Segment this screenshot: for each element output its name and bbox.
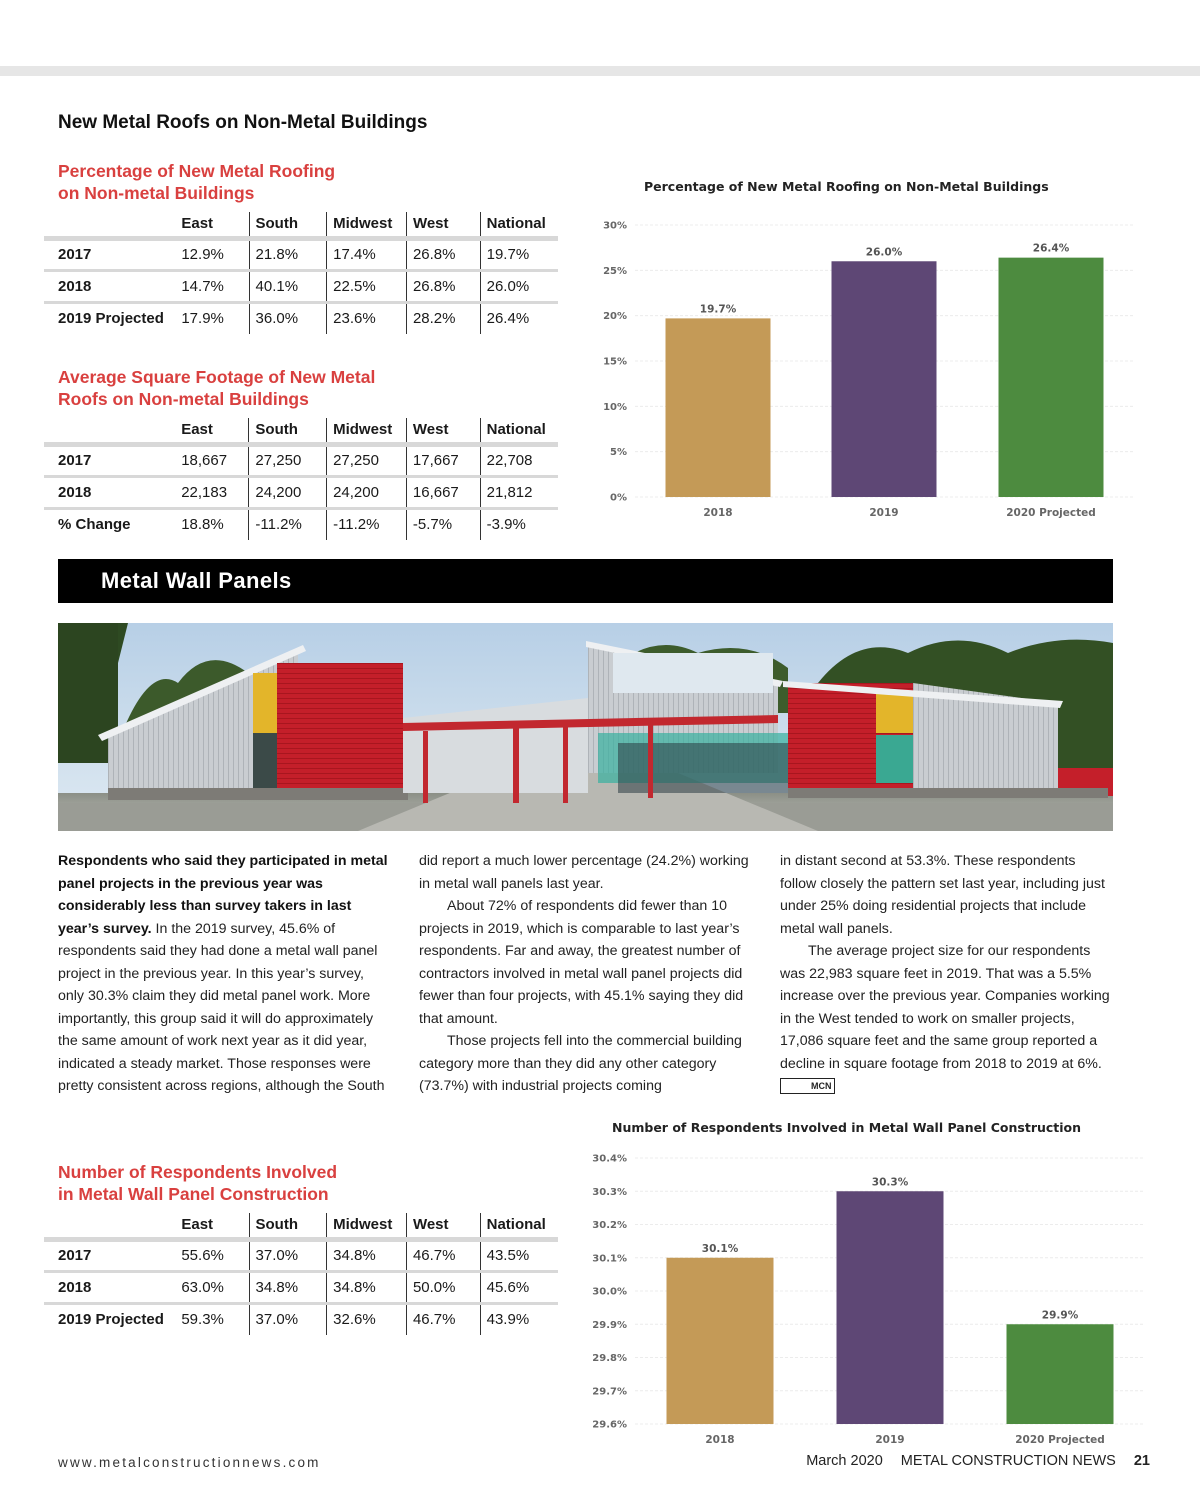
table-cell: -11.2%: [327, 508, 407, 540]
chart2-title: Number of Respondents Involved in Metal Wall Panel Construction: [612, 1120, 1082, 1135]
bar: [667, 1258, 774, 1424]
table-cell: 28.2%: [406, 302, 480, 334]
x-category-label: 2018: [705, 1434, 735, 1446]
table-cell: 19.7%: [480, 238, 558, 270]
row-label: 2017: [44, 238, 175, 270]
pct-roofing-heading: [58, 160, 335, 204]
row-label: 2017: [44, 1239, 175, 1271]
table-cell: 26.8%: [406, 238, 480, 270]
y-tick-label: 29.7%: [592, 1386, 627, 1398]
table-corner: [44, 1213, 175, 1239]
table-row: [44, 238, 558, 270]
chart1-plot: [590, 210, 1150, 530]
bar-value-label: 29.9%: [1041, 1309, 1079, 1322]
building-photo: [58, 623, 1113, 831]
bar-value-label: 26.4%: [1032, 242, 1070, 255]
table-cell: 43.9%: [480, 1303, 558, 1335]
x-category-label: 2020 Projected: [1006, 507, 1096, 519]
table-cell: 27,250: [249, 444, 327, 476]
table-cell: 23.6%: [327, 302, 407, 334]
table-cell: 55.6%: [175, 1239, 249, 1271]
y-tick-label: 20%: [603, 311, 627, 323]
respondents-heading-line2: in Metal Wall Panel Construction: [58, 1184, 329, 1204]
table-row: [44, 270, 558, 302]
y-tick-label: 30.0%: [592, 1286, 627, 1298]
y-tick-label: 30.4%: [592, 1153, 627, 1165]
table-corner: [44, 212, 175, 238]
table-row: [44, 476, 558, 508]
column-header: East: [175, 212, 249, 238]
column-header: East: [175, 418, 249, 444]
section-banner-text: Metal Wall Panels: [101, 568, 292, 593]
bar: [666, 318, 771, 497]
top-bar: [0, 66, 1200, 76]
article-column-3: [780, 850, 1114, 1098]
y-tick-label: 0%: [610, 492, 627, 504]
pct-roofing-heading-line2: on Non-metal Buildings: [58, 183, 255, 203]
y-tick-label: 30.2%: [592, 1220, 627, 1231]
table-cell: 24,200: [327, 476, 407, 508]
table-row: [44, 1239, 558, 1271]
avg-sqft-heading-line1: Average Square Footage of New Metal: [58, 367, 376, 387]
y-tick-label: 30.1%: [592, 1253, 627, 1265]
table-cell: 17.9%: [181, 310, 224, 328]
row-label: 2019 Projected: [58, 1311, 164, 1329]
article-col3-p2: The average project size for our respondents was 22,983 square feet in 2019. That was a 5.5% increase over the previous year. Companies working in the West tended to work on smaller projects, 17,086 square feet and the same group reported a decline in square footage from 2018 to 2019 at 6%.: [780, 943, 1110, 1072]
table-cell: 37.0%: [249, 1239, 327, 1271]
table-cell: 46.7%: [406, 1239, 480, 1271]
respondents-table: [44, 1213, 558, 1335]
y-tick-label: 5%: [610, 447, 627, 459]
table-cell: 50.0%: [406, 1271, 480, 1303]
table-cell: 45.6%: [480, 1271, 558, 1303]
table-cell: 26.0%: [480, 270, 558, 302]
y-tick-label: 10%: [603, 401, 627, 413]
table-cell: -3.9%: [480, 508, 558, 540]
table-row: [44, 1303, 558, 1335]
footer-info: [806, 1453, 1150, 1469]
table-cell: -11.2%: [249, 508, 327, 540]
footer-magazine: METAL CONSTRUCTION NEWS: [900, 1453, 1116, 1469]
table-cell: 40.1%: [249, 270, 327, 302]
x-category-label: 2018: [703, 507, 733, 519]
footer-date: March 2020: [806, 1453, 883, 1469]
bar-value-label: 30.1%: [701, 1242, 739, 1255]
table-cell: 16,667: [406, 476, 480, 508]
pct-roofing-table: [44, 212, 558, 334]
article-col2-p3: Those projects fell into the commercial building category more than they did any other category (73.7%) with industrial projects coming: [419, 1033, 742, 1094]
chart2-plot: [580, 1148, 1150, 1453]
y-tick-label: 30.3%: [592, 1186, 627, 1198]
article-col1-body: In the 2019 survey, 45.6% of respondents said they had done a metal wall panel project in the previous year. In this year’s survey, only 30.3% claim they did metal panel work. More importantly, this group said it will do approximately the same amount of work next year as it did year, indicated a steady market. Those responses were pretty consistent across regions, although the South: [58, 920, 385, 1094]
y-tick-label: 25%: [603, 265, 627, 277]
column-header: Midwest: [327, 1213, 407, 1239]
row-label: 2018: [44, 270, 175, 302]
avg-sqft-heading: [58, 366, 375, 410]
y-tick-label: 29.8%: [592, 1353, 627, 1364]
table-cell: 18.8%: [181, 516, 224, 534]
footer-website[interactable]: www.metalconstructionnews.com: [58, 1455, 321, 1470]
table-cell: 21.8%: [249, 238, 327, 270]
bar-value-label: 26.0%: [865, 246, 903, 259]
table-cell: 27,250: [327, 444, 407, 476]
column-header: Midwest: [327, 212, 407, 238]
article-lead: Respondents who said they participated in metal panel projects in the previous year was considerably less than survey takers in last year’s survey.: [58, 853, 388, 937]
table-cell: 22,183: [175, 476, 249, 508]
y-tick-label: 30%: [603, 220, 627, 232]
table-row: [44, 1271, 558, 1303]
row-label: 2017: [44, 444, 175, 476]
table-cell: 37.0%: [249, 1303, 327, 1335]
column-header: National: [480, 212, 558, 238]
table-cell: 63.0%: [175, 1271, 249, 1303]
bar-value-label: 19.7%: [699, 303, 737, 316]
table-cell: 24,200: [249, 476, 327, 508]
mcn-end-mark: MCN: [780, 1078, 835, 1094]
table-row: [44, 302, 558, 334]
section-banner: [58, 559, 1113, 603]
table-cell: 59.3%: [181, 1311, 224, 1329]
column-header: West: [406, 1213, 480, 1239]
section-title: New Metal Roofs on Non-Metal Buildings: [58, 112, 428, 133]
y-tick-label: 29.9%: [592, 1319, 627, 1331]
table-cell: 26.4%: [480, 302, 558, 334]
column-header: East: [175, 1213, 249, 1239]
table-cell: 46.7%: [406, 1303, 480, 1335]
column-header: South: [249, 418, 327, 444]
column-header: West: [406, 212, 480, 238]
column-header: South: [249, 1213, 327, 1239]
chart1-title: Percentage of New Metal Roofing on Non-Metal Buildings: [644, 179, 1049, 194]
table-cell: 36.0%: [249, 302, 327, 334]
bar: [832, 261, 937, 497]
x-category-label: 2019: [875, 1434, 905, 1446]
respondents-heading: [58, 1161, 337, 1205]
column-header: South: [249, 212, 327, 238]
avg-sqft-table: [44, 418, 558, 540]
x-category-label: 2019: [869, 507, 899, 519]
table-cell: 34.8%: [327, 1239, 407, 1271]
column-header: National: [480, 1213, 558, 1239]
bar: [837, 1191, 944, 1424]
article-column-1: [58, 850, 392, 1098]
table-cell: 22.5%: [327, 270, 407, 302]
table-cell: 43.5%: [480, 1239, 558, 1271]
table-cell: 17.4%: [327, 238, 407, 270]
page-number: 21: [1133, 1453, 1150, 1469]
bar: [1007, 1324, 1114, 1424]
table-row: [44, 444, 558, 476]
table-cell: 14.7%: [175, 270, 249, 302]
article-col2-p1: did report a much lower percentage (24.2%) working in metal wall panels last year.: [419, 853, 749, 892]
row-label: 2019 Projected: [58, 310, 164, 328]
table-cell: 26.8%: [406, 270, 480, 302]
bar-value-label: 30.3%: [871, 1176, 909, 1189]
y-tick-label: 29.6%: [592, 1419, 627, 1431]
row-label: 2018: [44, 1271, 175, 1303]
y-tick-label: 15%: [603, 356, 627, 368]
x-category-label: 2020 Projected: [1015, 1434, 1105, 1446]
column-header: Midwest: [327, 418, 407, 444]
article-col2-p2: About 72% of respondents did fewer than 10 projects in 2019, which is comparable to last year’s respondents. Far and away, the greatest number of contractors involved in metal wall panel projects did fewer than four projects, with 45.1% saying they did that amount.: [419, 898, 744, 1027]
table-cell: 12.9%: [175, 238, 249, 270]
table-row: [44, 508, 558, 540]
table-cell: 17,667: [406, 444, 480, 476]
column-header: West: [406, 418, 480, 444]
article-col3-p1: in distant second at 53.3%. These respondents follow closely the pattern set last year, including just under 25% doing residential projects that include metal wall panels.: [780, 853, 1105, 937]
row-label: % Change: [58, 516, 131, 534]
article-column-2: [419, 850, 753, 1098]
pct-roofing-heading-line1: Percentage of New Metal Roofing: [58, 161, 336, 181]
row-label: 2018: [44, 476, 175, 508]
table-corner: [44, 418, 175, 444]
column-header: National: [480, 418, 558, 444]
table-cell: 21,812: [480, 476, 558, 508]
table-cell: 34.8%: [327, 1271, 407, 1303]
respondents-heading-line1: Number of Respondents Involved: [58, 1162, 338, 1182]
table-cell: 34.8%: [249, 1271, 327, 1303]
avg-sqft-heading-line2: Roofs on Non-metal Buildings: [58, 389, 309, 409]
table-cell: 32.6%: [327, 1303, 407, 1335]
table-cell: 18,667: [175, 444, 249, 476]
bar: [999, 258, 1104, 497]
table-cell: -5.7%: [406, 508, 480, 540]
table-cell: 22,708: [480, 444, 558, 476]
